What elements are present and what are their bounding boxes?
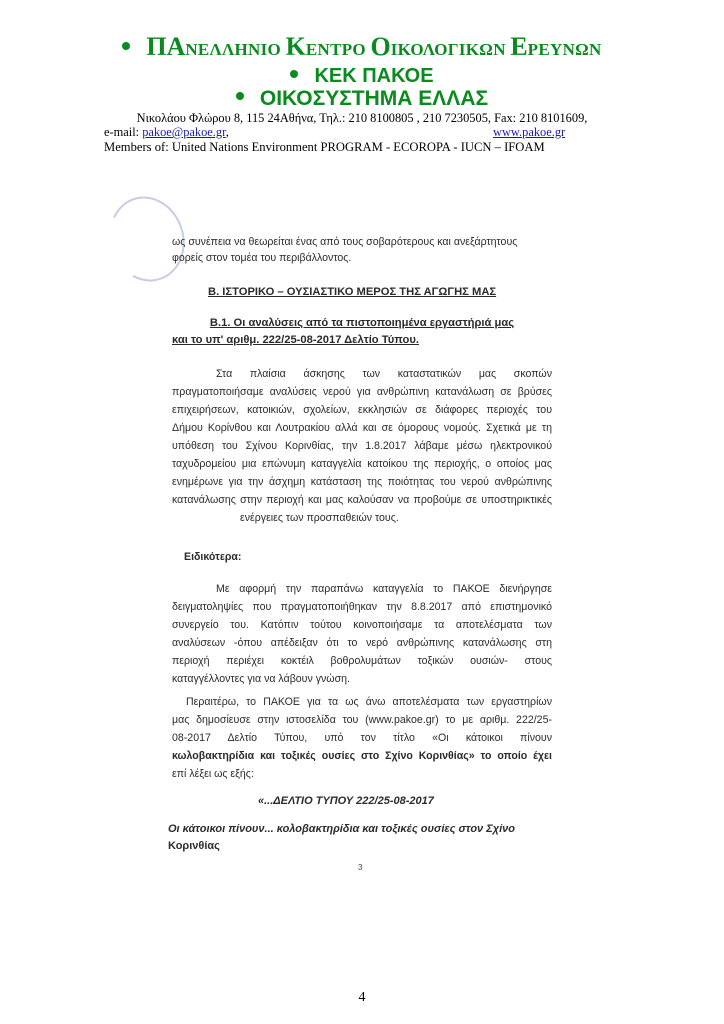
paragraph-line: Δήμου Κορίνθου και Λουτρακίου αλλά και σε όμορους νομούς. Σχετικά με τη	[172, 422, 552, 434]
paragraph-line: Στα πλαίσια άσκησης των καταστατικών μας σκοπών	[216, 368, 552, 380]
specifically-heading: Ειδικότερα:	[184, 551, 242, 563]
section-b-heading: Β. ΙΣΤΟΡΙΚΟ – ΟΥΣΙΑΣΤΙΚΟ ΜΕΡΟΣ ΤΗΣ ΑΓΩΓΗΣ ΜΑΣ	[208, 286, 497, 298]
quote-title: Κορινθίας	[168, 840, 220, 852]
bullet-icon	[290, 70, 298, 78]
paragraph-line: Περαιτέρω, το ΠΑΚΟΕ για τα ως άνω αποτελέσματα των εργαστηρίων	[186, 696, 552, 708]
paragraph-line: ενημέρωνε για την άσχημη κατάσταση της ποιότητας του νερού ανθρώπινης	[172, 476, 552, 488]
org-name-line	[0, 32, 724, 62]
paragraph-line: κωλοβακτηρίδια και τοξικές ουσίες στο Σχίνο Κορινθίας» το οποίο έχει	[172, 750, 552, 762]
org-name-initial: Ο	[370, 32, 391, 61]
ecosystem-name: ΟΙΚΟΣΥΣΤΗΜΑ ΕΛΛΑΣ	[259, 87, 489, 110]
address: Νικολάου Φλώρου 8, 115 24Αθήνα, Τηλ.: 210 8100805 , 210 7230505, Fax: 210 8101609,	[136, 111, 588, 125]
bullet-icon	[236, 92, 244, 100]
intro-line: φορείς στον τομέα του περιβάλλοντος.	[172, 252, 352, 264]
paragraph-line: συνεργείο του. Κατόπιν τούτου κοινοποιήσαμε τα αποτελέσματα των	[172, 619, 552, 631]
paragraph-line: επί λέξει ως εξής:	[172, 768, 254, 780]
bullet-icon	[122, 42, 130, 50]
paragraph-line: πραγματοποιήσαμε αναλύσεις νερού για ανθρώπινη κατανάλωση σε βρύσες	[172, 386, 552, 398]
paragraph-line: 08-2017 Δελτίο Τύπου, υπό τον τίτλο «Οι κάτοικοι πίνουν	[172, 732, 552, 744]
org-name-initial: Κ	[285, 32, 306, 61]
org-name-word: ΝΕΛΛΗΝΙΟ	[185, 40, 286, 59]
paragraph-line: επιχειρήσεων, κατοικιών, σχολείων, εκκλησιών σε διάφορες περιοχές του	[172, 404, 552, 416]
org-name-initial: ΠΑ	[146, 32, 186, 61]
paragraph-line: μας δημοσίευσε στην ιστοσελίδα του (www.pakoe.gr) το με αριθμ. 222/25-	[172, 714, 552, 726]
contact-row	[104, 125, 612, 140]
press-release-title: «...ΔΕΛΤΙΟ ΤΥΠΟΥ 222/25-08-2017	[258, 795, 434, 807]
paragraph-line: Με αφορμή την παραπάνω καταγγελία το ΠΑΚΟΕ διενήργησε	[216, 583, 552, 595]
paragraph-line: περιοχή περιέχει κοκτέιλ βοθρολυμάτων τοξικών ουσιών- στους	[172, 655, 552, 667]
paragraph-line: κατανάλωσης στην περιοχή και μας καλούσαν να προβούμε σε υποστηρικτικές	[172, 494, 552, 506]
section-b1-heading: Β.1. Οι αναλύσεις από τα πιστοποιημένα εργαστήριά μας	[209, 317, 515, 329]
kek-name: ΚΕΚ ΠΑΚΟΕ	[314, 65, 434, 87]
email-label: e-mail:	[104, 125, 143, 139]
website-link[interactable]: www.pakoe.gr	[493, 125, 566, 139]
quote-title: Οι κάτοικοι πίνουν... κολοβακτηρίδια και τοξικές ουσίες στον Σχίνο	[168, 823, 515, 835]
paragraph-line: υπόθεση του Σχίνου Κορινθίας, την 1.8.2017 λάβαμε μέσω ηλεκτρονικού	[172, 440, 552, 452]
members-line: Members of: United Nations Environment PROGRAM - ECOROPA - IUCN – IFOAM	[104, 140, 545, 154]
org-name-word: ΙΚΟΛΟΓΙΚΩΝ	[390, 40, 511, 59]
kek-line	[0, 65, 724, 88]
intro-line: ως συνέπεια να θεωρείται ένας από τους σοβαρότερους και ανεξάρτητους	[172, 236, 518, 248]
scan-page-number: 3	[358, 863, 363, 872]
paragraph-line: αναλύσεων -όπου απέδειξαν ότι το νερό ανθρώπινης κατανάλωσης στη	[172, 637, 552, 649]
section-b1-heading: και το υπ' αριθμ. 222/25-08-2017 Δελτίο Τύπου.	[172, 334, 419, 346]
paragraph-line: δειγματοληψίες που πραγματοποιήθηκαν την 8.8.2017 από επιστημονικό	[172, 601, 552, 613]
org-name-word: ΕΝΤΡΟ	[305, 40, 371, 59]
email-link[interactable]: pakoe@pakoe.gr	[142, 125, 226, 139]
email-separator: ,	[225, 125, 229, 139]
paragraph-line: ενέργειες των προσπαθειών τους.	[240, 512, 399, 524]
org-name	[146, 32, 602, 61]
ecosystem-line	[0, 87, 724, 111]
org-name-initial: Ε	[510, 32, 528, 61]
org-name-word: ΡΕΥΝΩΝ	[527, 40, 602, 59]
paragraph-line: καταγγέλλοντες για να λάβουν γνώση.	[172, 673, 350, 685]
page-number: 4	[358, 990, 366, 1005]
paragraph-line: ταχυδρομείου μια επώνυμη καταγγελία κατοίκου της περιοχής, ο οποίος μας	[172, 458, 552, 470]
